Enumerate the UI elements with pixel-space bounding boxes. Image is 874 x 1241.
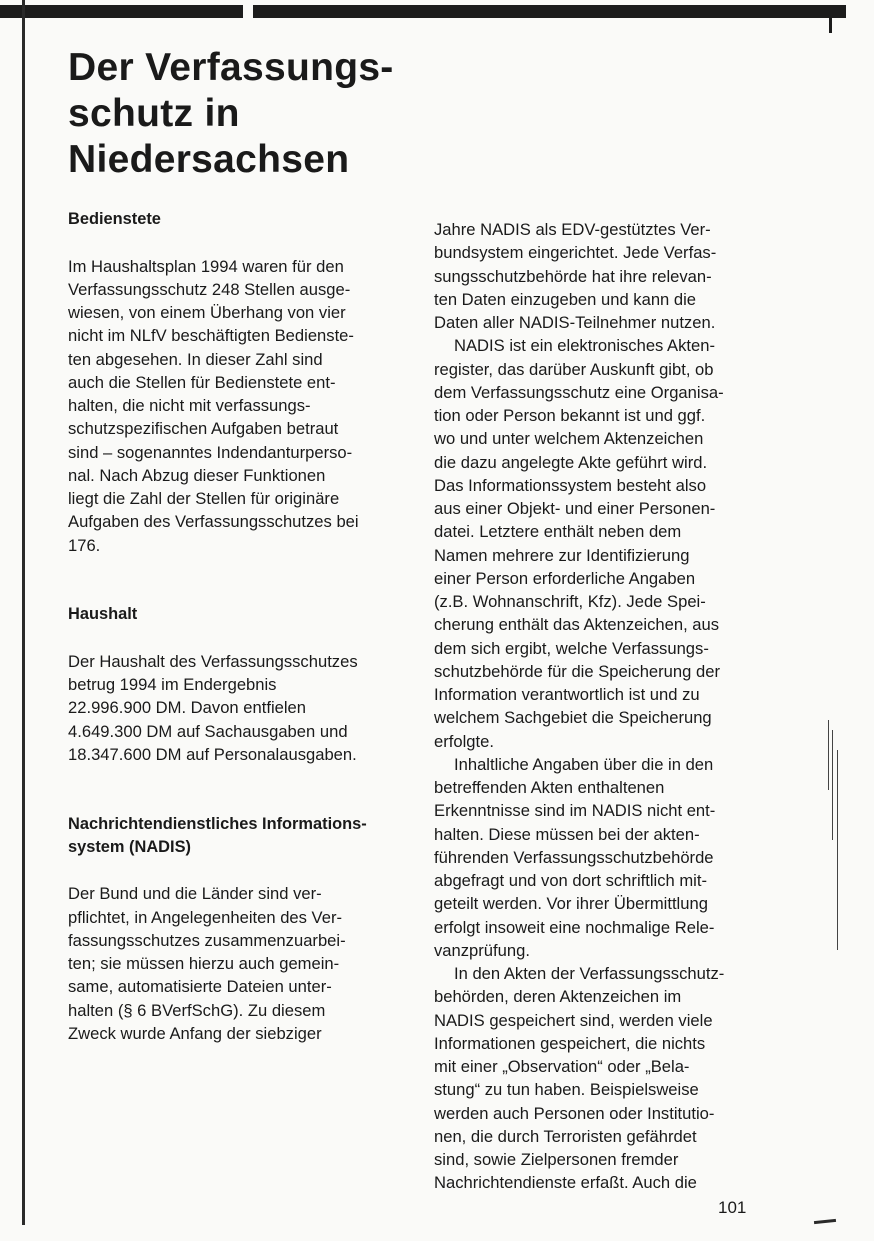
text-line: NADIS ist ein elektronisches Akten-	[454, 336, 716, 356]
text-line: Aufgaben des Verfassungsschutzes bei	[68, 512, 359, 532]
text-line: erfolgt insoweit eine nochmalige Rele-	[434, 917, 715, 937]
text-line: 4.649.300 DM auf Sachausgaben und	[68, 721, 348, 741]
text-line: halten, die nicht mit verfassungs-	[68, 396, 311, 415]
heading-line: system (NADIS)	[68, 837, 191, 856]
title-line: Niedersachsen	[68, 138, 350, 181]
text-line: aus einer Objekt- und einer Personen-	[434, 499, 716, 518]
right-column	[434, 218, 774, 1195]
text-line: Der Bund und die Länder sind ver-	[68, 884, 322, 904]
paragraph-bedienstete	[68, 255, 408, 557]
text-line: nen, die durch Terroristen gefährdet	[434, 1126, 697, 1146]
text-line: Der Haushalt des Verfassungsschutzes	[68, 651, 358, 671]
text-line: 22.996.900 DM. Davon entfielen	[68, 698, 307, 718]
left-column	[68, 208, 408, 1045]
text-line: ten; sie müssen hierzu auch gemein-	[68, 954, 340, 973]
text-line: bundsystem eingerichtet. Jede Verfas-	[434, 243, 717, 263]
text-line: pflichtet, in Angelegenheiten des Ver-	[68, 907, 342, 927]
text-line: führenden Verfassungsschutzbehörde	[434, 847, 714, 867]
text-line: einer Person erforderliche Angaben	[434, 568, 696, 588]
text-line: erfolgte.	[434, 731, 494, 751]
page-number: 101	[718, 1198, 747, 1217]
text-line: Nachrichtendienste erfaßt. Auch die	[434, 1173, 697, 1193]
text-line: 176.	[68, 535, 101, 555]
text-line: vanzprüfung.	[434, 940, 530, 960]
text-line: Informationen gespeichert, die nichts	[434, 1033, 706, 1053]
text-line: Inhaltliche Angaben über die in den	[454, 754, 714, 774]
text-line: same, automatisierte Dateien unter-	[68, 977, 332, 997]
heading-bedienstete: Bedienstete	[68, 210, 161, 228]
text-line: stung“ zu tun haben. Beispielsweise	[434, 1080, 699, 1100]
scan-artifact-lines	[826, 720, 840, 980]
text-line: auch die Stellen für Bedienstete ent-	[68, 372, 336, 392]
title-line: schutz in	[68, 92, 240, 135]
scan-top-bar	[0, 5, 846, 18]
text-line: wo und unter welchem Aktenzeichen	[434, 429, 704, 449]
heading-line: Nachrichtendienstliches Informations-	[68, 814, 367, 833]
text-line: tion oder Person bekannt ist und ggf.	[434, 406, 706, 425]
text-line: NADIS gespeichert sind, werden viele	[434, 1010, 713, 1030]
scan-left-edge	[22, 0, 25, 1225]
paragraph-haushalt	[68, 650, 408, 766]
text-line: dem Verfassungsschutz eine Organisa-	[434, 382, 724, 402]
text-line: Erkenntnisse sind im NADIS nicht ent-	[434, 801, 716, 821]
text-line: behörden, deren Aktenzeichen im	[434, 987, 682, 1007]
text-line: abgefragt und von dort schriftlich mit-	[434, 871, 708, 890]
text-line: betrug 1994 im Endergebnis	[68, 675, 277, 694]
text-line: (z.B. Wohnanschrift, Kfz). Jede Spei-	[434, 592, 706, 611]
text-line: die dazu angelegte Akte geführt wird.	[434, 452, 708, 472]
paragraph-inhaltliche-angaben	[434, 753, 774, 962]
text-line: In den Akten der Verfassungsschutz-	[454, 964, 725, 983]
text-line: ten Daten einzugeben und kann die	[434, 289, 697, 309]
text-line: Zweck wurde Anfang der siebziger	[68, 1023, 322, 1043]
text-line: datei. Letztere enthält neben dem	[434, 522, 682, 542]
text-line: dem sich ergibt, welche Verfassungs-	[434, 638, 709, 658]
text-line: Jahre NADIS als EDV-gestütztes Ver-	[434, 220, 711, 239]
text-line: Verfassungsschutz 248 Stellen ausge-	[68, 279, 351, 299]
text-line: schutzbehörde für die Speicherung der	[434, 661, 720, 681]
text-line: liegt die Zahl der Stellen für originäre	[68, 489, 340, 508]
paragraph-akten	[434, 962, 774, 1195]
heading-nadis	[68, 813, 408, 860]
text-line: halten. Diese müssen bei der akten-	[434, 824, 700, 844]
heading-haushalt: Haushalt	[68, 605, 138, 624]
text-line: 18.347.600 DM auf Personalausgaben.	[68, 744, 357, 764]
text-line: schutzspezifischen Aufgaben betraut	[68, 419, 339, 439]
paragraph-nadis	[68, 882, 408, 1045]
text-line: sind – sogenanntes Indendanturperso-	[68, 442, 353, 462]
paragraph-nadis-continued	[434, 218, 774, 334]
title-line: Der Verfassungs-	[68, 46, 394, 89]
text-line: geteilt werden. Vor ihrer Übermittlung	[434, 894, 708, 914]
text-line: fassungsschutzes zusammenzuarbei-	[68, 930, 346, 950]
text-line: Daten aller NADIS-Teilnehmer nutzen.	[434, 313, 716, 332]
text-line: register, das darüber Auskunft gibt, ob	[434, 359, 714, 379]
text-line: werden auch Personen oder Institutio-	[434, 1103, 715, 1123]
text-line: nal. Nach Abzug dieser Funktionen	[68, 465, 326, 485]
scan-top-bar-gap	[243, 5, 253, 18]
scan-right-mark	[829, 5, 832, 33]
text-line: sungsschutzbehörde hat ihre relevan-	[434, 266, 712, 286]
text-line: Im Haushaltsplan 1994 waren für den	[68, 256, 344, 276]
text-line: betreffenden Akten enthaltenen	[434, 778, 665, 797]
text-line: sind, sowie Zielpersonen fremder	[434, 1150, 679, 1169]
text-line: welchem Sachgebiet die Speicherung	[434, 708, 712, 728]
page-title	[68, 45, 394, 183]
paragraph-nadis-register	[434, 334, 774, 753]
text-line: Information verantwortlich ist und zu	[434, 685, 700, 704]
text-line: halten (§ 6 BVerfSchG). Zu diesem	[68, 1000, 326, 1020]
scan-corner-mark	[814, 1219, 836, 1224]
text-line: Namen mehrere zur Identifizierung	[434, 545, 690, 565]
text-line: wiesen, von einem Überhang von vier	[68, 303, 346, 322]
text-line: cherung enthält das Aktenzeichen, aus	[434, 615, 720, 635]
text-line: mit einer „Observation“ oder „Bela-	[434, 1057, 690, 1076]
text-line: Das Informationssystem besteht also	[434, 475, 707, 495]
text-line: ten abgesehen. In dieser Zahl sind	[68, 349, 323, 369]
text-line: nicht im NLfV beschäftigten Bedienste-	[68, 326, 354, 346]
